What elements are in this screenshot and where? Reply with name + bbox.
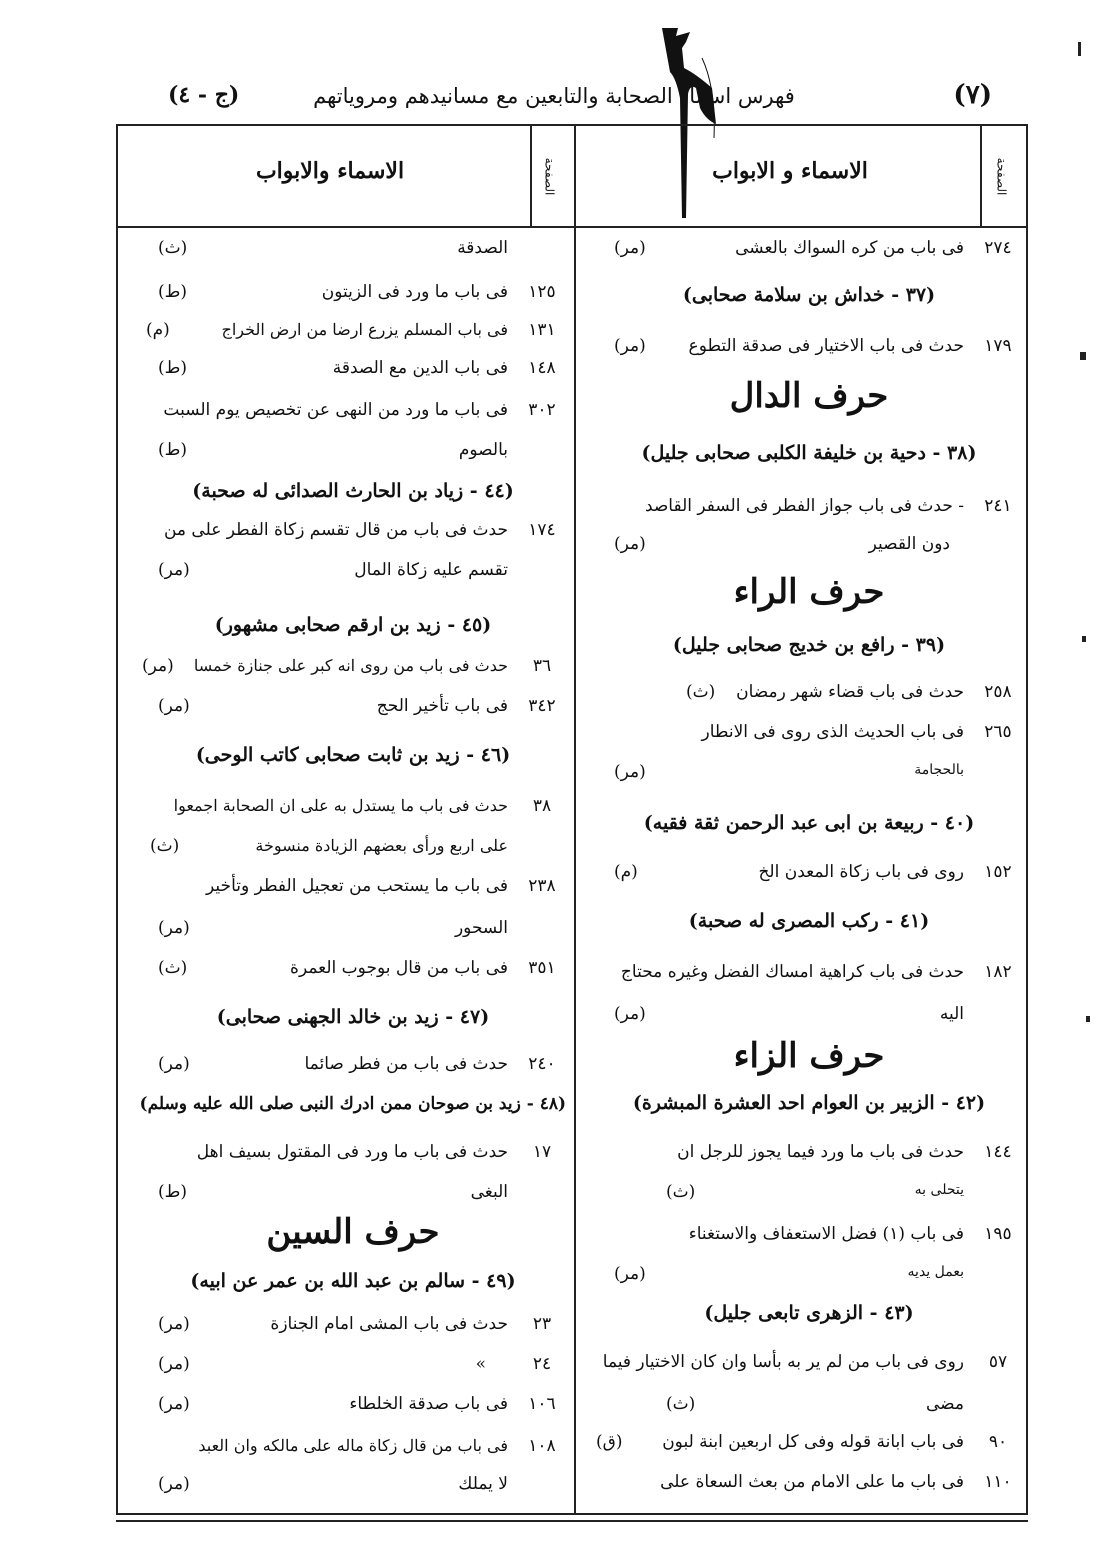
- entry-text: روى فى باب زكاة المعدن الخ: [758, 862, 964, 882]
- margin-tick: [1080, 352, 1086, 360]
- entry-tag: (مر): [158, 1354, 190, 1374]
- list-item: [140, 958, 566, 990]
- entry-text-cont: على اربع ورأى بعضهم الزيادة منسوخة: [255, 836, 508, 855]
- entry-tag: (م): [146, 320, 170, 340]
- entry-tag: (ط): [158, 358, 187, 378]
- section-heading: (٤٣ - الزهرى تابعى جليل): [704, 1302, 914, 1324]
- entry-text: حدث فى باب من روى انه كبر على جنازة خمسا: [193, 656, 508, 675]
- list-item-cont: [140, 440, 566, 472]
- section-heading: (٣٩ - رافع بن خديج صحابى جليل): [672, 634, 946, 656]
- entry-tag: (مر): [614, 1264, 646, 1284]
- entry-tag: (مر): [158, 918, 190, 938]
- list-item: [596, 238, 1022, 270]
- col-header-left: الاسماء والابواب: [255, 158, 405, 184]
- list-item: [140, 656, 566, 688]
- entry-tag: (مر): [158, 560, 190, 580]
- list-item: [596, 1352, 1022, 1384]
- entry-page: ٢٤١: [984, 496, 1012, 516]
- list-item-cont: [140, 238, 566, 270]
- list-item: [140, 282, 566, 314]
- entry-page: ٢٣: [532, 1314, 552, 1334]
- entry-tag: (مر): [614, 336, 646, 356]
- section-heading: (٤٢ - الزبير بن العوام احد العشرة المبشرة): [632, 1092, 986, 1114]
- entry-text-cont: اليه: [939, 1004, 964, 1024]
- entry-page: ١٧: [532, 1142, 552, 1162]
- entry-page: ٢٤: [532, 1354, 552, 1374]
- entry-text: فى باب ما ورد من النهى عن تخصيص يوم السبت: [163, 400, 508, 420]
- entry-tag: (ط): [158, 1182, 187, 1202]
- entry-text-cont: السحور: [454, 918, 508, 938]
- letter-heading: حرف الراء: [733, 572, 885, 612]
- list-item-cont: [596, 534, 1022, 566]
- entry-text: حدث فى باب المشى امام الجنازة: [270, 1314, 508, 1334]
- entry-text: فى باب الحديث الذى روى فى الانطار: [701, 722, 964, 742]
- margin-tick: [1086, 1016, 1090, 1022]
- entry-text: حدث فى باب الاختيار فى صدقة التطوع: [688, 336, 964, 356]
- list-item: [140, 1314, 566, 1346]
- entry-tag: (مر): [614, 762, 646, 782]
- entry-text-cont: البغى: [470, 1182, 508, 1202]
- list-item: [140, 696, 566, 728]
- entry-text: فى باب ما على الامام من بعث السعاة على: [660, 1472, 964, 1492]
- entry-text: - حدث فى باب جواز الفطر فى السفر القاصد: [644, 496, 964, 516]
- section-heading: (٤١ - ركب المصرى له صحبة): [688, 910, 930, 932]
- entry-page: ١١٠: [984, 1472, 1012, 1492]
- list-item: [596, 722, 1022, 754]
- list-item-cont: [596, 1182, 1022, 1214]
- letter-heading: حرف الزاء: [733, 1036, 885, 1076]
- entry-text: فى باب ابانة قوله وفى كل اربعين ابنة لبون: [662, 1432, 964, 1452]
- section-heading: (٤٧ - زيد بن خالد الجهنى صحابى): [216, 1006, 490, 1028]
- page-label-left: الصفحة: [542, 157, 557, 196]
- entry-page: ١٤٤: [984, 1142, 1012, 1162]
- list-item-cont: [140, 836, 566, 868]
- entry-page: ٢٣٨: [528, 876, 556, 896]
- entry-text: حدث فى باب من قال تقسم زكاة الفطر على من: [163, 520, 508, 540]
- section-heading: (٣٨ - دحية بن خليفة الكلبى صحابى جليل): [641, 442, 977, 464]
- list-item: [140, 1436, 566, 1468]
- list-item: [596, 962, 1022, 994]
- entry-text: فى باب (١) فضل الاستعفاف والاستغناء: [688, 1224, 964, 1244]
- entry-page: ٢٧٤: [984, 238, 1012, 258]
- entry-tag: (مر): [614, 1004, 646, 1024]
- section-heading: (٤٥ - زيد بن ارقم صحابى مشهور): [214, 614, 492, 636]
- entry-text: حدث فى باب ما ورد فيما يجوز للرجل ان: [677, 1142, 964, 1162]
- entry-tag: (مر): [158, 1474, 190, 1494]
- list-item: [596, 1432, 1022, 1464]
- list-item: [140, 1054, 566, 1086]
- entry-page: ٣٨: [532, 796, 552, 816]
- entry-tag: (مر): [158, 1314, 190, 1334]
- entry-tag: (ث): [150, 836, 180, 856]
- entry-text: حدث فى باب ما ورد فى المقتول بسيف اهل: [196, 1142, 508, 1162]
- entry-tag: (مر): [614, 534, 646, 554]
- list-item-cont: [140, 1474, 566, 1506]
- entry-tag: (مر): [158, 1054, 190, 1074]
- list-item: [140, 1354, 566, 1386]
- list-item: [596, 862, 1022, 894]
- list-item: [140, 320, 566, 352]
- entry-page: ١٤٨: [528, 358, 556, 378]
- col-header-right: الاسماء و الابواب: [712, 158, 868, 184]
- entry-page: ٣٦: [532, 656, 552, 676]
- entry-page: ١٥٢: [984, 862, 1012, 882]
- section-heading: (٣٧ - خداش بن سلامة صحابى): [682, 284, 936, 306]
- entry-text-cont: لا يملك: [458, 1474, 508, 1494]
- entry-page: ٣٤٢: [528, 696, 556, 716]
- entry-text: روى فى باب من لم ير به بأسا وان كان الاختيار فيما: [602, 1352, 964, 1372]
- section-heading: (٤٦ - زيد بن ثابت صحابى كاتب الوحى): [195, 744, 511, 766]
- page-header: [0, 76, 1104, 116]
- entry-text: فى باب الدين مع الصدقة: [332, 358, 508, 378]
- entry-page: ٢٤٠: [528, 1054, 556, 1074]
- column-divider: [574, 124, 576, 1515]
- entry-tag: (ث): [666, 1394, 696, 1414]
- entry-text: حدث فى باب ما يستدل به على ان الصحابة اجمعوا: [173, 796, 508, 815]
- entry-page: ١٠٦: [528, 1394, 556, 1414]
- page-title: فهرس اسماء الصحابة والتابعين مع مسانيدهم ومروياتهم: [313, 84, 795, 108]
- list-item-cont: [140, 1182, 566, 1214]
- list-item: [596, 496, 1022, 528]
- entry-page: ١٨٢: [984, 962, 1012, 982]
- entry-page: ٢٦٥: [984, 722, 1012, 742]
- bottom-rule: [116, 1520, 1028, 1522]
- list-item: [596, 682, 1022, 714]
- list-item-cont: [596, 762, 1022, 794]
- page-label-right: الصفحة: [994, 157, 1009, 196]
- ditto-mark: »: [475, 1354, 486, 1374]
- entry-tag: (مر): [614, 238, 646, 258]
- entry-text: فى باب المسلم يزرع ارضا من ارض الخراج: [221, 320, 508, 339]
- section-heading: (٤٨ - زيد بن صوحان ممن ادرك النبى صلى الله عليه وسلم): [139, 1094, 566, 1114]
- entry-text: حدث فى باب قضاء شهر رمضان: [736, 682, 964, 702]
- entry-text-cont: بالصوم: [458, 440, 508, 460]
- list-item-cont: [596, 1004, 1022, 1036]
- entry-page: ١٢٥: [528, 282, 556, 302]
- entry-text-cont: الصدقة: [457, 238, 508, 258]
- entry-text-cont: يتحلى به: [914, 1182, 964, 1198]
- entry-tag: (مر): [158, 696, 190, 716]
- list-item-cont: [596, 1264, 1022, 1296]
- entry-tag: (ث): [158, 238, 188, 258]
- entry-page: ٥٧: [988, 1352, 1008, 1372]
- entry-tag: (ط): [158, 282, 187, 302]
- entry-text: فى باب من قال بوجوب العمرة: [290, 958, 508, 978]
- list-item: [140, 796, 566, 828]
- margin-tick: [1078, 42, 1081, 56]
- right-column: [596, 228, 1022, 1518]
- entry-text-cont: مضى: [925, 1394, 964, 1414]
- entry-text: فى باب تأخير الحج: [376, 696, 508, 716]
- entry-tag: (ث): [686, 682, 716, 702]
- entry-tag: (م): [614, 862, 638, 882]
- list-item: [596, 1472, 1022, 1504]
- list-item: [140, 400, 566, 432]
- entry-text: فى باب ما يستحب من تعجيل الفطر وتأخير: [206, 876, 508, 896]
- section-heading: (٤٩ - سالم بن عبد الله بن عمر عن ابيه): [190, 1270, 516, 1292]
- entry-text: حدث فى باب كراهية امساك الفضل وغيره محتاج: [620, 962, 964, 982]
- left-column: [140, 228, 566, 1518]
- list-item: [140, 1394, 566, 1426]
- entry-page: ٢٥٨: [984, 682, 1012, 702]
- entry-text: فى باب ما ورد فى الزيتون: [321, 282, 508, 302]
- list-item: [140, 876, 566, 908]
- section-heading: (٤٤ - زياد بن الحارث الصدائى له صحبة): [192, 480, 514, 502]
- entry-text: فى باب من كره السواك بالعشى: [735, 238, 964, 258]
- entry-text: حدث فى باب من فطر صائما: [304, 1054, 508, 1074]
- section-heading: (٤٠ - ربيعة بن ابى عبد الرحمن ثقة فقيه): [643, 812, 975, 834]
- volume-label: (ج - ٤): [168, 82, 240, 108]
- entry-page: ١٩٥: [984, 1224, 1012, 1244]
- list-item: [140, 358, 566, 390]
- list-item: [596, 1224, 1022, 1256]
- entry-page: ٣٠٢: [528, 400, 556, 420]
- entry-text-cont: بعمل يديه: [907, 1264, 964, 1280]
- entry-text-cont: دون القصير: [868, 534, 950, 554]
- entry-text-cont: بالحجامة: [914, 762, 964, 778]
- entry-text-cont: تقسم عليه زكاة المال: [354, 560, 508, 580]
- list-item: [140, 520, 566, 552]
- list-item-cont: [140, 918, 566, 950]
- entry-tag: (مر): [158, 1394, 190, 1414]
- letter-heading: حرف السين: [266, 1212, 440, 1252]
- list-item: [596, 336, 1022, 368]
- entry-page: ١٧٤: [528, 520, 556, 540]
- entry-tag: (ق): [596, 1432, 623, 1452]
- entry-tag: (ث): [666, 1182, 696, 1202]
- page-col-rule-right: [980, 124, 982, 227]
- list-item-cont: [596, 1394, 1022, 1426]
- entry-page: ١٠٨: [528, 1436, 556, 1456]
- list-item: [596, 1142, 1022, 1174]
- list-item-cont: [140, 560, 566, 592]
- letter-heading: حرف الدال: [729, 376, 889, 416]
- entry-text: فى باب صدقة الخلطاء: [349, 1394, 508, 1414]
- entry-page: ٣٥١: [528, 958, 556, 978]
- entry-page: ١٣١: [528, 320, 556, 340]
- list-item: [140, 1142, 566, 1174]
- entry-tag: (ث): [158, 958, 188, 978]
- page-number: (٧): [953, 80, 992, 110]
- entry-tag: (ط): [158, 440, 187, 460]
- entry-page: ١٧٩: [984, 336, 1012, 356]
- entry-page: ٩٠: [988, 1432, 1008, 1452]
- entry-tag: (مر): [142, 656, 174, 676]
- margin-tick: [1082, 636, 1086, 642]
- entry-text: فى باب من قال زكاة ماله على مالكه وان العبد: [198, 1436, 508, 1455]
